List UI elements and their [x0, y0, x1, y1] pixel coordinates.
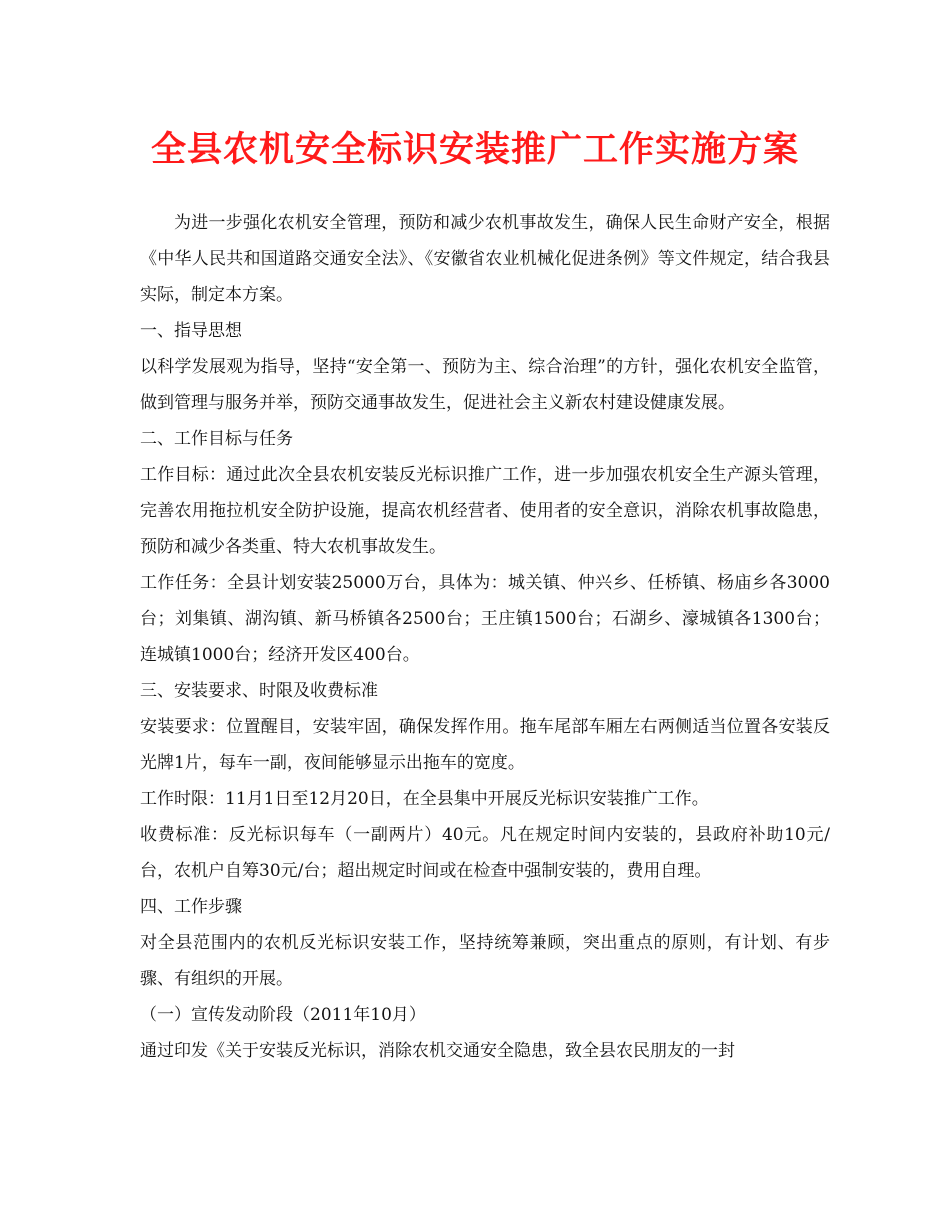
publicity-paragraph: 通过印发《关于安装反光标识，消除农机交通安全隐患，致全县农民朋友的一封 [140, 1041, 735, 1061]
intro-paragraph: 为进一步强化农机安全管理，预防和减少农机事故发生，确保人民生命财产安全，根据《中华人民共和国道路交通安全法》、《安徽省农业机械化促进条例》等文件规定，结合我县实际，制定本方案。 [140, 213, 830, 305]
section-heading-guiding-ideology: 一、指导思想 [140, 321, 242, 341]
document-body [140, 205, 830, 1069]
install-requirement-paragraph: 安装要求：位置醒目，安装牢固，确保发挥作用。拖车尾部车厢左右两侧适当位置各安装反光牌1片，每车一副，夜间能够显示出拖车的宽度。 [140, 717, 830, 773]
work-goal-paragraph: 工作目标：通过此次全县农机安装反光标识推广工作，进一步加强农机安全生产源头管理，完善农用拖拉机安全防护设施，提高农机经营者、使用者的安全意识，消除农机事故隐患，预防和减少各类重、特大农机事故发生。 [140, 465, 830, 557]
time-limit-paragraph: 工作时限：11月1日至12月20日，在全县集中开展反光标识安装推广工作。 [140, 789, 709, 809]
section-heading-goals-tasks: 二、工作目标与任务 [140, 429, 293, 449]
fee-standard-paragraph: 收费标准：反光标识每车（一副两片）40元。凡在规定时间内安装的，县政府补助10元/台，农机户自筹30元/台；超出规定时间或在检查中强制安装的，费用自理。 [140, 825, 830, 881]
document-title: 全县农机安全标识安装推广工作实施方案 [150, 129, 799, 170]
work-task-paragraph: 工作任务：全县计划安装25000万台，具体为：城关镇、仲兴乡、任桥镇、杨庙乡各3000台；刘集镇、湖沟镇、新马桥镇各2500台；王庄镇1500台；石湖乡、濠城镇各1300台；连城镇1000台；经济开发区400台。 [140, 573, 830, 665]
work-steps-paragraph: 对全县范围内的农机反光标识安装工作，坚持统筹兼顾，突出重点的原则，有计划、有步骤、有组织的开展。 [140, 933, 830, 989]
guiding-ideology-paragraph: 以科学发展观为指导，坚持“安全第一、预防为主、综合治理”的方针，强化农机安全监管，做到管理与服务并举，预防交通事故发生，促进社会主义新农村建设健康发展。 [140, 357, 830, 413]
section-heading-requirements: 三、安装要求、时限及收费标准 [140, 681, 378, 701]
subsection-heading-publicity: （一）宣传发动阶段（2011年10月） [140, 1005, 426, 1025]
section-heading-work-steps: 四、工作步骤 [140, 897, 242, 917]
